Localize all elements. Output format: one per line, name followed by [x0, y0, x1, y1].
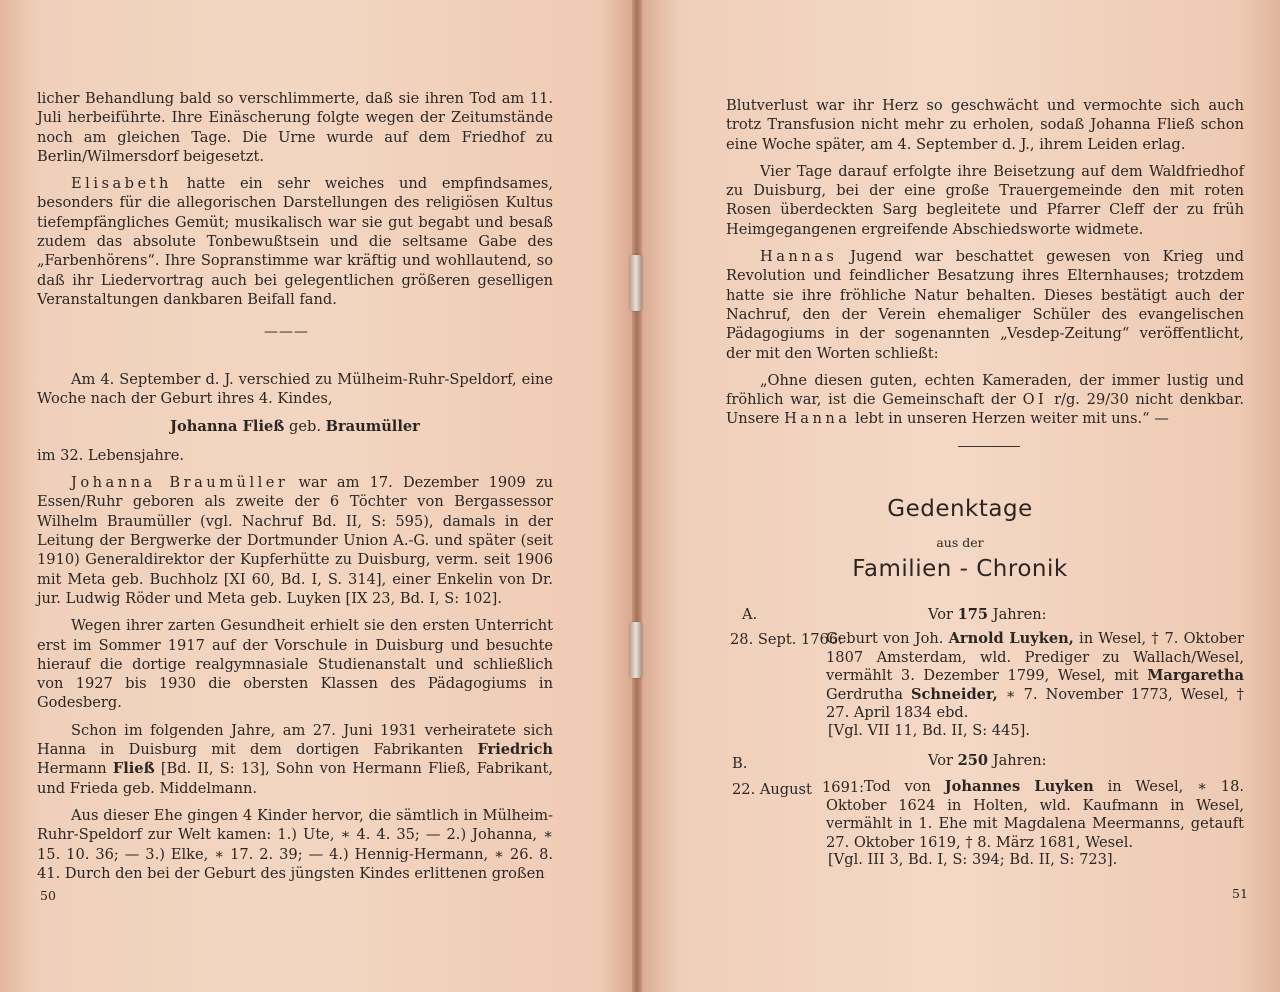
section-a-title: Vor 175 Jahren:: [928, 606, 1047, 623]
entry-b-year: 1691:: [822, 779, 865, 796]
entry-b-text: Tod von Johannes Luyken in Wesel, ∗ 18. Oktober 1624 in Holten, wld. Kaufmann in Wesel, vermählt in 1. Ehe mit Magdalena Meermanns, getauft 27. Oktober 1619, † 8. März 1681, Wesel.: [826, 778, 1245, 851]
right-page: [640, 0, 1280, 992]
entry-b-reference: [Vgl. III 3, Bd. I, S: 394; Bd. II, S: 723].: [828, 851, 1118, 868]
death-notice: Am 4. September d. J. verschied zu Mülheim-Ruhr-Speldorf, eine Woche nach der Geburt ihres 4. Kindes,: [37, 371, 553, 408]
education-paragraph: Wegen ihrer zarten Gesundheit erhielt sie den ersten Unterricht erst im Sommer 1917 auf der Vorschule in Duisburg und besuchte hierauf die dortige realgymnasiale Studienanstalt und schließlich von 1927 bis 1930 die obersten Klassen des Pädagogiums in Godesberg.: [37, 617, 553, 712]
section-rule: [958, 446, 1020, 447]
entry-a-reference: [Vgl. VII 11, Bd. II, S: 445].: [828, 722, 1030, 739]
chronicle-heading-gedenktage: Gedenktage: [887, 496, 1033, 522]
obituary-continuation: licher Behandlung bald so verschlimmerte, daß sie ihren Tod am 11. Juli herbeiführte. Ihre Einäscherung folgte wegen der Zeitumstände noch am gleichen Tage. Die Urne wurde auf dem Friedhof zu Berlin/Wilmersdorf beigesetzt.: [37, 90, 553, 165]
youth-paragraph: Hannas Jugend war beschattet gewesen von Krieg und Revolution und feindlicher Besatzung ihres Elternhauses; trotzdem hatte sie ihre fröhliche Natur behalten. Dieses bestätigt auch der Nachruf, den der Verein ehemaliger Schüler des evangelischen Pädagogiums in der sogenannten „Vesdep-Zeitung“ veröffentlicht, der mit den Worten schließt:: [726, 248, 1244, 362]
deceased-name: Johanna Fließ geb. Braumüller: [170, 417, 420, 435]
section-b-letter: B.: [732, 755, 748, 772]
left-text-top: [37, 89, 553, 309]
obituary-continuation-right: Blutverlust war ihr Herz so geschwächt und vermochte sich auch trotz Transfusion nicht mehr zu erholen, sodaß Johanna Fließ schon eine Woche später, am 4. September d. J., ihrem Leiden erlag.: [726, 97, 1244, 153]
age-line: im 32. Lebensjahre.: [37, 446, 185, 464]
quote-paragraph: „Ohne diesen guten, echten Kameraden, der immer lustig und fröhlich war, ist die Gemeinschaft der OI r/g. 29/30 nicht denkbar. Unsere Hanna lebt in unseren Herzen weiter mit uns.“ —: [726, 371, 1244, 428]
entry-a-date: 28. Sept. 1766:: [730, 631, 844, 648]
left-page: [0, 0, 636, 992]
right-text-top: [726, 96, 1244, 429]
chronicle-heading-aus-der: aus der: [936, 535, 984, 550]
section-b-title: Vor 250 Jahren:: [928, 752, 1047, 769]
children-paragraph: Aus dieser Ehe gingen 4 Kinder hervor, die sämtlich in Mülheim-Ruhr-Speldorf zur Welt kamen: 1.) Ute, ∗ 4. 4. 35; — 2.) Johanna, ∗ 15. 10. 36; — 3.) Elke, ∗ 17. 2. 39; — 4.) Hennig-Hermann, ∗ 26. 8. 41. Durch den bei der Geburt des jüngsten Kindes erlittenen großen: [37, 806, 553, 882]
entry-a-text: Geburt von Joh. Arnold Luyken, in Wesel, † 7. Oktober 1807 Amsterdam, wld. Prediger zu Wallach/Wesel, vermählt 3. Dezember 1799, Wesel, mit Margaretha Gerdrutha Schneider, ∗ 7. November 1773, Wesel, † 27. April 1834 ebd.: [826, 630, 1244, 722]
section-separator: ———: [264, 324, 309, 340]
section-a-letter: A.: [742, 606, 758, 623]
page-number-left: 50: [40, 888, 56, 903]
elisabeth-paragraph: Elisabeth hatte ein sehr weiches und empfindsames, besonders für die allegorischen Darstellungen des religiösen Kultus tiefempfängliches Gemüt; musikalisch war sie gut begabt und besaß zudem das absolute Tonbewußtsein und die seltsame Gabe des „Farbenhörens“. Ihre Sopranstimme war kräftig und wohllautend, so daß ihr Liedervortrag auch bei gelegentlichen größeren geselligen Veranstaltungen dankbaren Beifall fand.: [37, 175, 553, 308]
funeral-paragraph: Vier Tage darauf erfolgte ihre Beisetzung auf dem Waldfriedhof zu Duisburg, bei der eine große Trauergemeinde den mit roten Rosen überdeckten Sarg begleitete und Pfarrer Cleff der zu früh Heimgegangenen ergreifende Abschiedsworte widmete.: [726, 162, 1244, 238]
page-number-right: 51: [1232, 886, 1248, 901]
chronicle-heading-familien-chronik: Familien - Chronik: [852, 556, 1068, 582]
entry-b-date: 22. August: [732, 781, 812, 798]
biography-paragraph: Johanna Braumüller war am 17. Dezember 1909 zu Essen/Ruhr geboren als zweite der 6 Töchter von Bergassessor Wilhelm Braumüller (vgl. Nachruf Bd. II, S: 595), damals in der Leitung der Bergwerke der Dortmunder Union A.-G. und später (seit 1910) Generaldirektor der Kupferhütte zu Duisburg, verm. seit 1906 mit Meta geb. Buchholz [XI 60, Bd. I, S. 314], einer Enkelin von Dr. jur. Ludwig Röder und Meta geb. Luyken [IX 23, Bd. I, S: 102].: [37, 474, 553, 607]
left-text-bottom: [37, 370, 553, 883]
marriage-paragraph: Schon im folgenden Jahre, am 27. Juni 1931 verheiratete sich Hanna in Duisburg mit dem dortigen Fabrikanten Friedrich Hermann Fließ [Bd. II, S: 13], Sohn von Hermann Fließ, Fabrikant, und Frieda geb. Middelmann.: [37, 721, 553, 797]
